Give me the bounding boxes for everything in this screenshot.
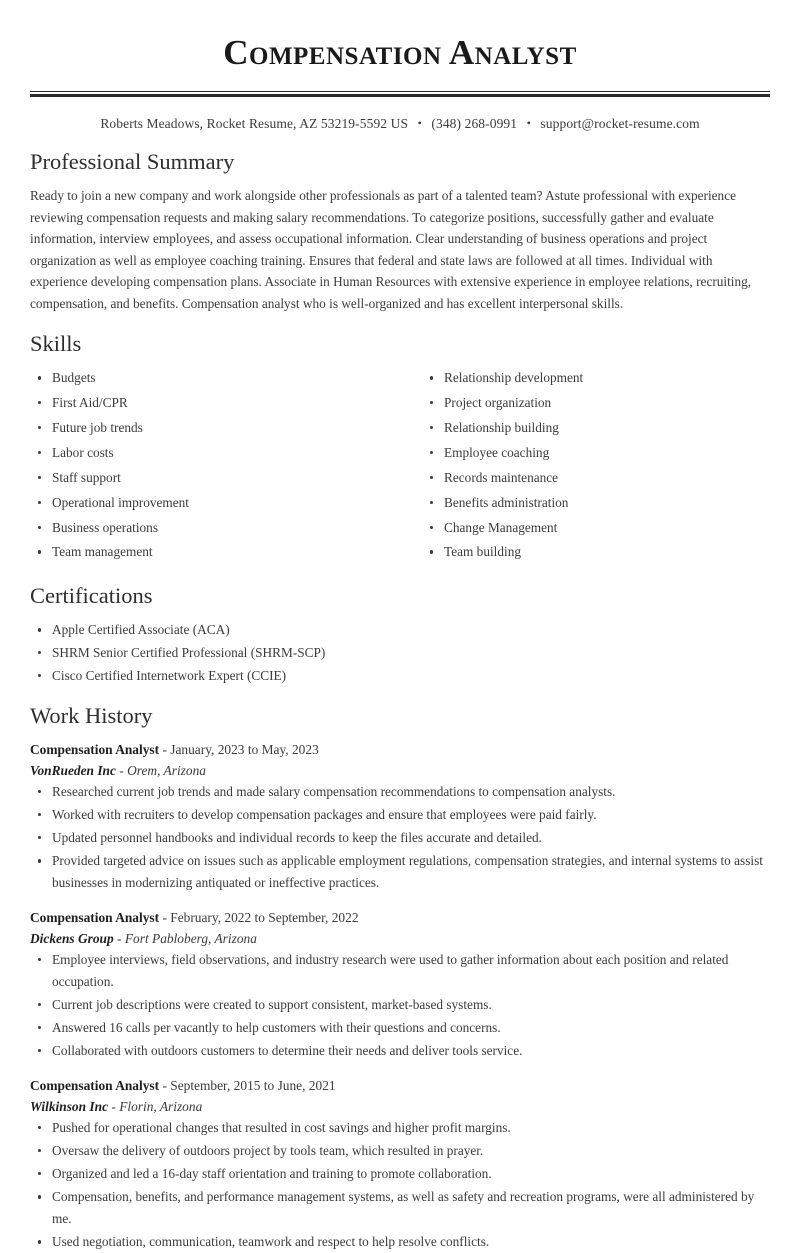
work-history-entry xyxy=(30,1076,770,1253)
job-bullets-list xyxy=(30,949,770,1062)
job-dates: February, 2022 to September, 2022 xyxy=(170,909,359,925)
list-item: Current job descriptions were created to support consistent, market-based systems. xyxy=(30,994,770,1016)
resume-header xyxy=(30,0,770,132)
job-company-line xyxy=(30,929,770,949)
contact-phone: (348) 268-0991 xyxy=(431,116,518,131)
section-certifications xyxy=(30,582,770,686)
skills-columns xyxy=(30,367,770,566)
job-location: Orem, Arizona xyxy=(127,762,206,778)
section-skills xyxy=(30,330,770,566)
header-divider xyxy=(30,91,770,97)
list-item: Budgets xyxy=(30,367,400,389)
contact-separator-2: • xyxy=(526,116,531,130)
job-title: Compensation Analyst xyxy=(30,909,160,925)
list-item: Relationship building xyxy=(422,417,770,439)
job-dates: January, 2023 to May, 2023 xyxy=(170,741,319,757)
list-item: First Aid/CPR xyxy=(30,392,400,414)
job-title-line xyxy=(30,740,770,760)
section-heading-skills: Skills xyxy=(30,331,82,357)
list-item: Project organization xyxy=(422,392,770,414)
list-item: Operational improvement xyxy=(30,492,400,514)
job-company: VonRueden Inc xyxy=(30,762,116,778)
list-item: Records maintenance xyxy=(422,467,770,489)
list-item: Cisco Certified Internetwork Expert (CCIE) xyxy=(30,665,770,687)
list-item: Organized and led a 16-day staff orientation and training to promote collaboration. xyxy=(30,1163,770,1185)
list-item: Used negotiation, communication, teamwork and respect to help resolve conflicts. xyxy=(30,1231,770,1253)
list-item: Compensation, benefits, and performance management systems, as well as safety and recreation programs, were all administered by me. xyxy=(30,1186,770,1229)
page-title: Compensation Analyst xyxy=(223,33,577,72)
job-separator: - xyxy=(115,762,128,778)
job-title-line xyxy=(30,1076,770,1096)
skills-column-right xyxy=(400,367,770,566)
section-heading-summary: Professional Summary xyxy=(30,149,235,174)
list-item: Worked with recruiters to develop compensation packages and ensure that employees were paid fairly. xyxy=(30,804,770,826)
job-title: Compensation Analyst xyxy=(30,741,160,757)
job-title: Compensation Analyst xyxy=(30,1077,160,1093)
work-history-entry xyxy=(30,740,770,894)
contact-address: Roberts Meadows, Rocket Resume, AZ 53219-5592 US xyxy=(100,116,409,131)
job-separator: - xyxy=(159,741,171,757)
certifications-list xyxy=(30,619,770,686)
work-history-entry xyxy=(30,908,770,1062)
list-item: Collaborated with outdoors customers to determine their needs and deliver tools service. xyxy=(30,1040,770,1062)
job-bullets-list xyxy=(30,781,770,894)
list-item: Employee interviews, field observations, and industry research were used to gather information about each position and related occupation. xyxy=(30,949,770,992)
job-separator: - xyxy=(159,1077,171,1093)
list-item: Pushed for operational changes that resulted in cost savings and higher profit margins. xyxy=(30,1117,770,1139)
divider-line-thick xyxy=(30,94,770,97)
list-item: Business operations xyxy=(30,517,400,539)
skills-column-left xyxy=(30,367,400,566)
section-heading-certifications: Certifications xyxy=(30,583,153,609)
contact-separator-1: • xyxy=(417,116,422,130)
job-company-line xyxy=(30,761,770,781)
list-item: Staff support xyxy=(30,467,400,489)
skills-list-left xyxy=(30,367,400,563)
list-item: Benefits administration xyxy=(422,492,770,514)
list-item: Oversaw the delivery of outdoors project by tools team, which resulted in prayer. xyxy=(30,1140,770,1162)
job-separator: - xyxy=(113,930,125,946)
list-item: Team management xyxy=(30,541,400,563)
job-separator: - xyxy=(159,909,171,925)
job-dates: September, 2015 to June, 2021 xyxy=(170,1077,336,1093)
job-company: Dickens Group xyxy=(30,930,114,946)
list-item: Provided targeted advice on issues such as applicable employment regulations, compensation strategies, and internal systems to assist businesses in modernizing antiquated or ineffective practices. xyxy=(30,850,770,893)
skills-list-right xyxy=(422,367,770,563)
contact-email[interactable]: support@rocket-resume.com xyxy=(540,116,700,131)
list-item: Change Management xyxy=(422,517,770,539)
job-bullets-list xyxy=(30,1117,770,1253)
list-item: Labor costs xyxy=(30,442,400,464)
list-item: Future job trends xyxy=(30,417,400,439)
list-item: Answered 16 calls per vacantly to help customers with their questions and concerns. xyxy=(30,1017,770,1039)
job-location: Fort Pabloberg, Arizona xyxy=(124,930,257,946)
list-item: Researched current job trends and made salary compensation recommendations to compensation analysts. xyxy=(30,781,770,803)
job-company: Wilkinson Inc xyxy=(30,1098,109,1114)
section-heading-work-history: Work History xyxy=(30,703,153,729)
contact-line xyxy=(30,116,770,132)
summary-paragraph: Ready to join a new company and work alongside other professionals as part of a talented team? Astute professional with experience reviewing compensation requests and making salary recommendations. To categorize positions, successfully gather and evaluate information, interview employees, and assess occupational information. Clear understanding of business operations and project organization as well as employee coaching training. Ensures that federal and state laws are followed at all times. Individual with experience developing compensation plans. Associate in Human Resources with extensive experience in employee relations, recruiting, compensation, and benefits. Compensation analyst who is well-organized and has excellent interpersonal skills. xyxy=(30,188,752,311)
job-company-line xyxy=(30,1097,770,1117)
section-work-history xyxy=(30,702,770,1253)
section-professional-summary xyxy=(30,148,770,314)
job-title-line xyxy=(30,908,770,928)
list-item: Updated personnel handbooks and individual records to keep the files accurate and detailed. xyxy=(30,827,770,849)
job-separator: - xyxy=(108,1098,120,1114)
list-item: Relationship development xyxy=(422,367,770,389)
job-location: Florin, Arizona xyxy=(119,1098,203,1114)
list-item: Team building xyxy=(422,541,770,563)
list-item: Employee coaching xyxy=(422,442,770,464)
list-item: Apple Certified Associate (ACA) xyxy=(30,619,770,641)
list-item: SHRM Senior Certified Professional (SHRM-SCP) xyxy=(30,642,770,664)
